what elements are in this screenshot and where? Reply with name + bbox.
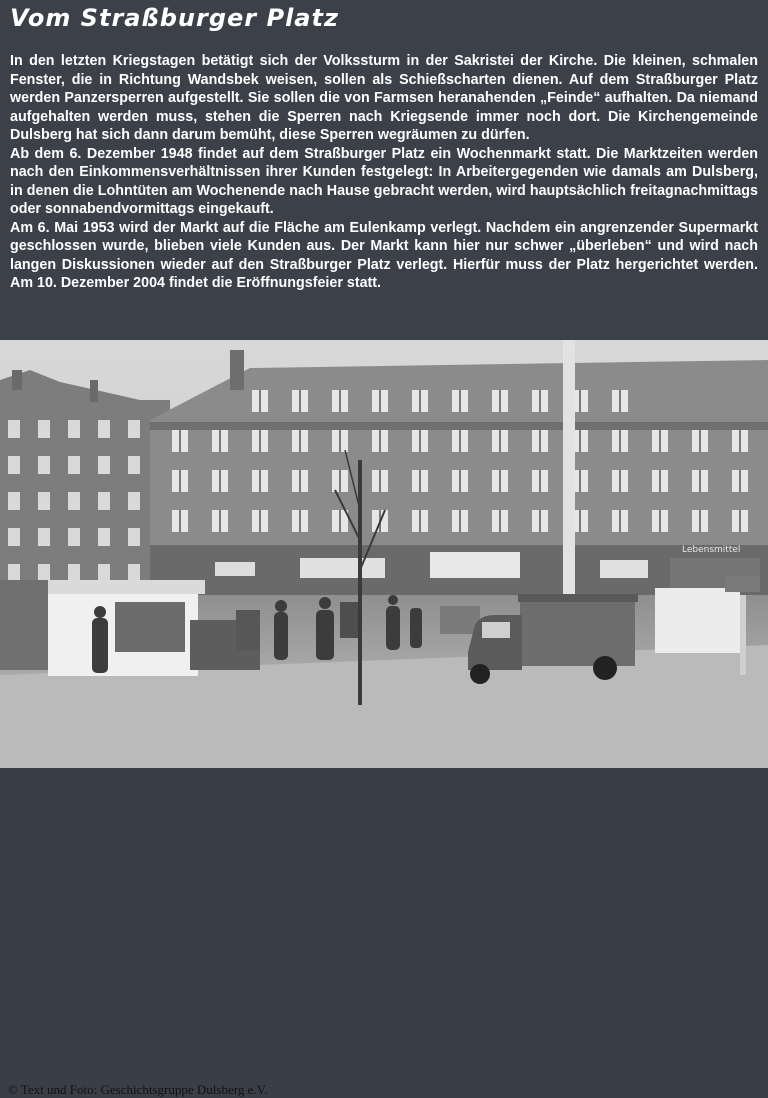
historic-market-photo [0,340,768,1097]
right-booth [655,588,740,653]
left-building [0,370,170,590]
text-panel [0,0,768,340]
shop-sign-right: Lebensmittel [682,545,741,555]
main-building [150,350,768,595]
body-text [10,52,758,293]
lamp-pole [563,340,575,602]
paragraph-3: Am 6. Mai 1953 wird der Markt auf die Fläche am Eulenkamp verlegt. Nachdem ein angrenzender Supermarkt geschlossen wurde, blieben viele Kunden aus. Der Markt kann hier nur schwer „überleben“ und wird nach langen Diskussionen wieder auf den Straßburger Platz verlegt. Hierfür muss der Platz hergerichtet werden. Am 10. Dezember 2004 findet die Eröffnungsfeier statt. [10,219,758,291]
paragraph-1: In den letzten Kriegstagen betätigt sich der Volkssturm in der Sakristei der Kirche. Die kleinen, schmalen Fenster, die in Richtung Wandsbek weisen, sollen als Schießscharten dienen. Auf dem Straßburger Platz werden Panzersperren aufgestellt. Sie sollen die von Farmsen heranahenden „Feinde“ aufhalten. Da niemand aufgehalten werden muss, stehen die Sperren nach Kriegsende immer noch dort. Die Kirchengemeinde Dulsberg hat sich dann darum bemüht, diese Sperren wegräumen zu dürfen. [10,53,758,143]
paragraph-2: Ab dem 6. Dezember 1948 findet auf dem Straßburger Platz ein Wochenmarkt statt. Die Marktzeiten werden nach den Einkommensverhältnissen ihrer Kunden festgelegt: In Arbeitergegenden wie damals am Dulsberg, in denen die Lohntüten am Wochenende nach Hause gebracht werden, wird hauptsächlich freitagnachmittags oder sonnabendvormittags eingekauft. [10,145,758,217]
photo-credit: © Text und Foto: Geschichtsgruppe Dulsberg e.V. [8,1082,268,1097]
page-title: Vom Straßburger Platz [10,4,339,32]
